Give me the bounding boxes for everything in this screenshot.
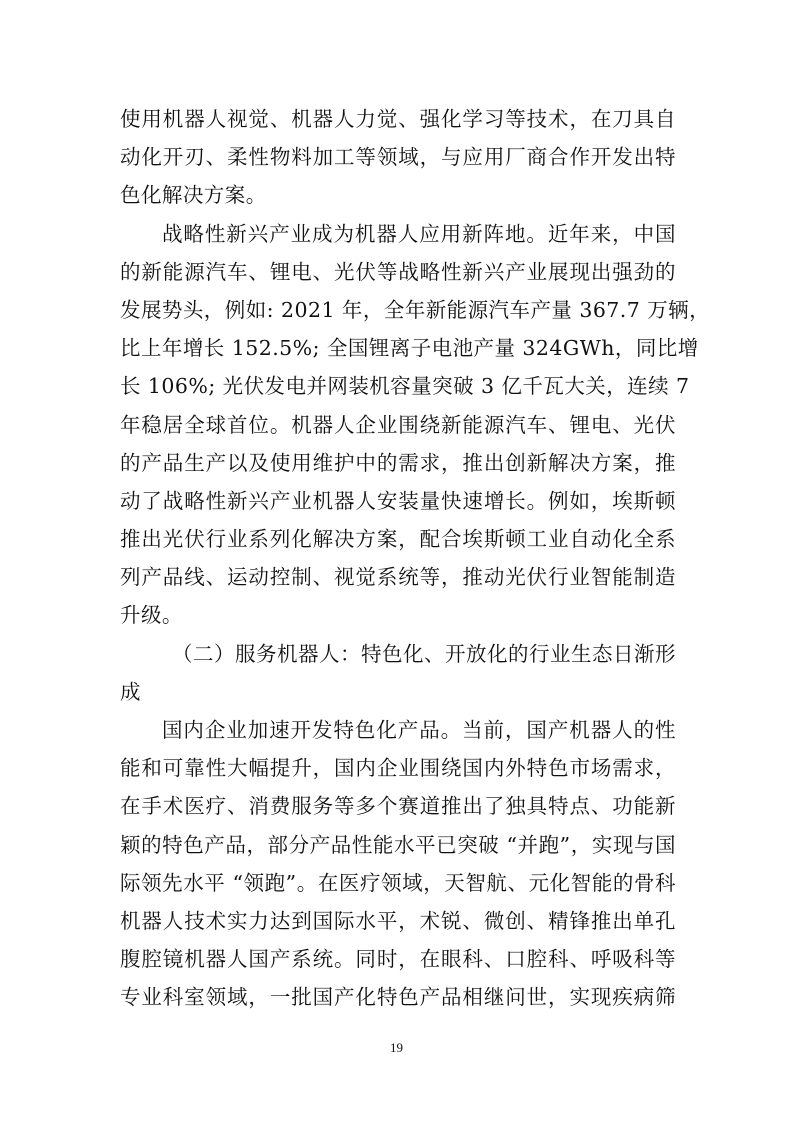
text-line: 机器人技术实力达到国际水平，术锐、微创、精锋推出单孔 (120, 908, 676, 933)
text-line: 动化开刃、柔性物料加工等领域，与应用厂商合作开发出特 (120, 145, 676, 170)
document-body (120, 100, 711, 1017)
page-number: 19 (390, 1040, 403, 1055)
text-line: 年稳居全球首位。机器人企业围绕新能源汽车、锂电、光伏 (120, 412, 676, 437)
section-heading-continued: 成 (120, 679, 141, 704)
text-line: 色化解决方案。 (120, 183, 267, 208)
text-line: 比上年增长 152.5%; 全国锂离子电池产量 324GWh，同比增 (120, 336, 699, 361)
text-line: 能和可靠性大幅提升，国内企业围绕国内外特色市场需求， (120, 756, 676, 781)
text-line: 的产品生产以及使用维护中的需求，推出创新解决方案，推 (120, 450, 676, 475)
text-line: 国内企业加速开发特色化产品。当前，国产机器人的性 (162, 718, 676, 742)
text-line: 发展势头，例如: 2021 年，全年新能源汽车产量 367.7 万辆， (120, 297, 711, 322)
text-line: 升级。 (120, 603, 183, 628)
text-line: 在手术医疗、消费服务等多个赛道推出了独具特点、功能新 (120, 794, 676, 819)
text-line: 的新能源汽车、锂电、光伏等战略性新兴产业展现出强劲的 (120, 259, 676, 284)
text-line: 动了战略性新兴产业机器人安装量快速增长。例如，埃斯顿 (120, 488, 676, 513)
text-line: 长 106%; 光伏发电并网装机容量突破 3 亿千瓦大关，连续 7 (120, 374, 690, 399)
text-line: 腹腔镜机器人国产系统。同时，在眼科、口腔科、呼吸科等 (120, 947, 676, 972)
text-line: 使用机器人视觉、机器人力觉、强化学习等技术，在刀具自 (120, 107, 676, 131)
text-line: 列产品线、运动控制、视觉系统等，推动光伏行业智能制造 (120, 565, 676, 590)
section-heading: （二）服务机器人：特色化、开放化的行业生态日渐形 (172, 641, 676, 666)
text-line: 战略性新兴产业成为机器人应用新阵地。近年来，中国 (162, 221, 676, 246)
text-line: 际领先水平 “领跑”。在医疗领域，天智航、元化智能的骨科 (120, 870, 676, 895)
text-line: 专业科室领域，一批国产化特色产品相继问世，实现疾病筛 (120, 985, 676, 1010)
text-line: 推出光伏行业系列化解决方案，配合埃斯顿工业自动化全系 (120, 527, 676, 552)
text-line: 颖的特色产品，部分产品性能水平已突破 “并跑”，实现与国 (120, 832, 676, 857)
